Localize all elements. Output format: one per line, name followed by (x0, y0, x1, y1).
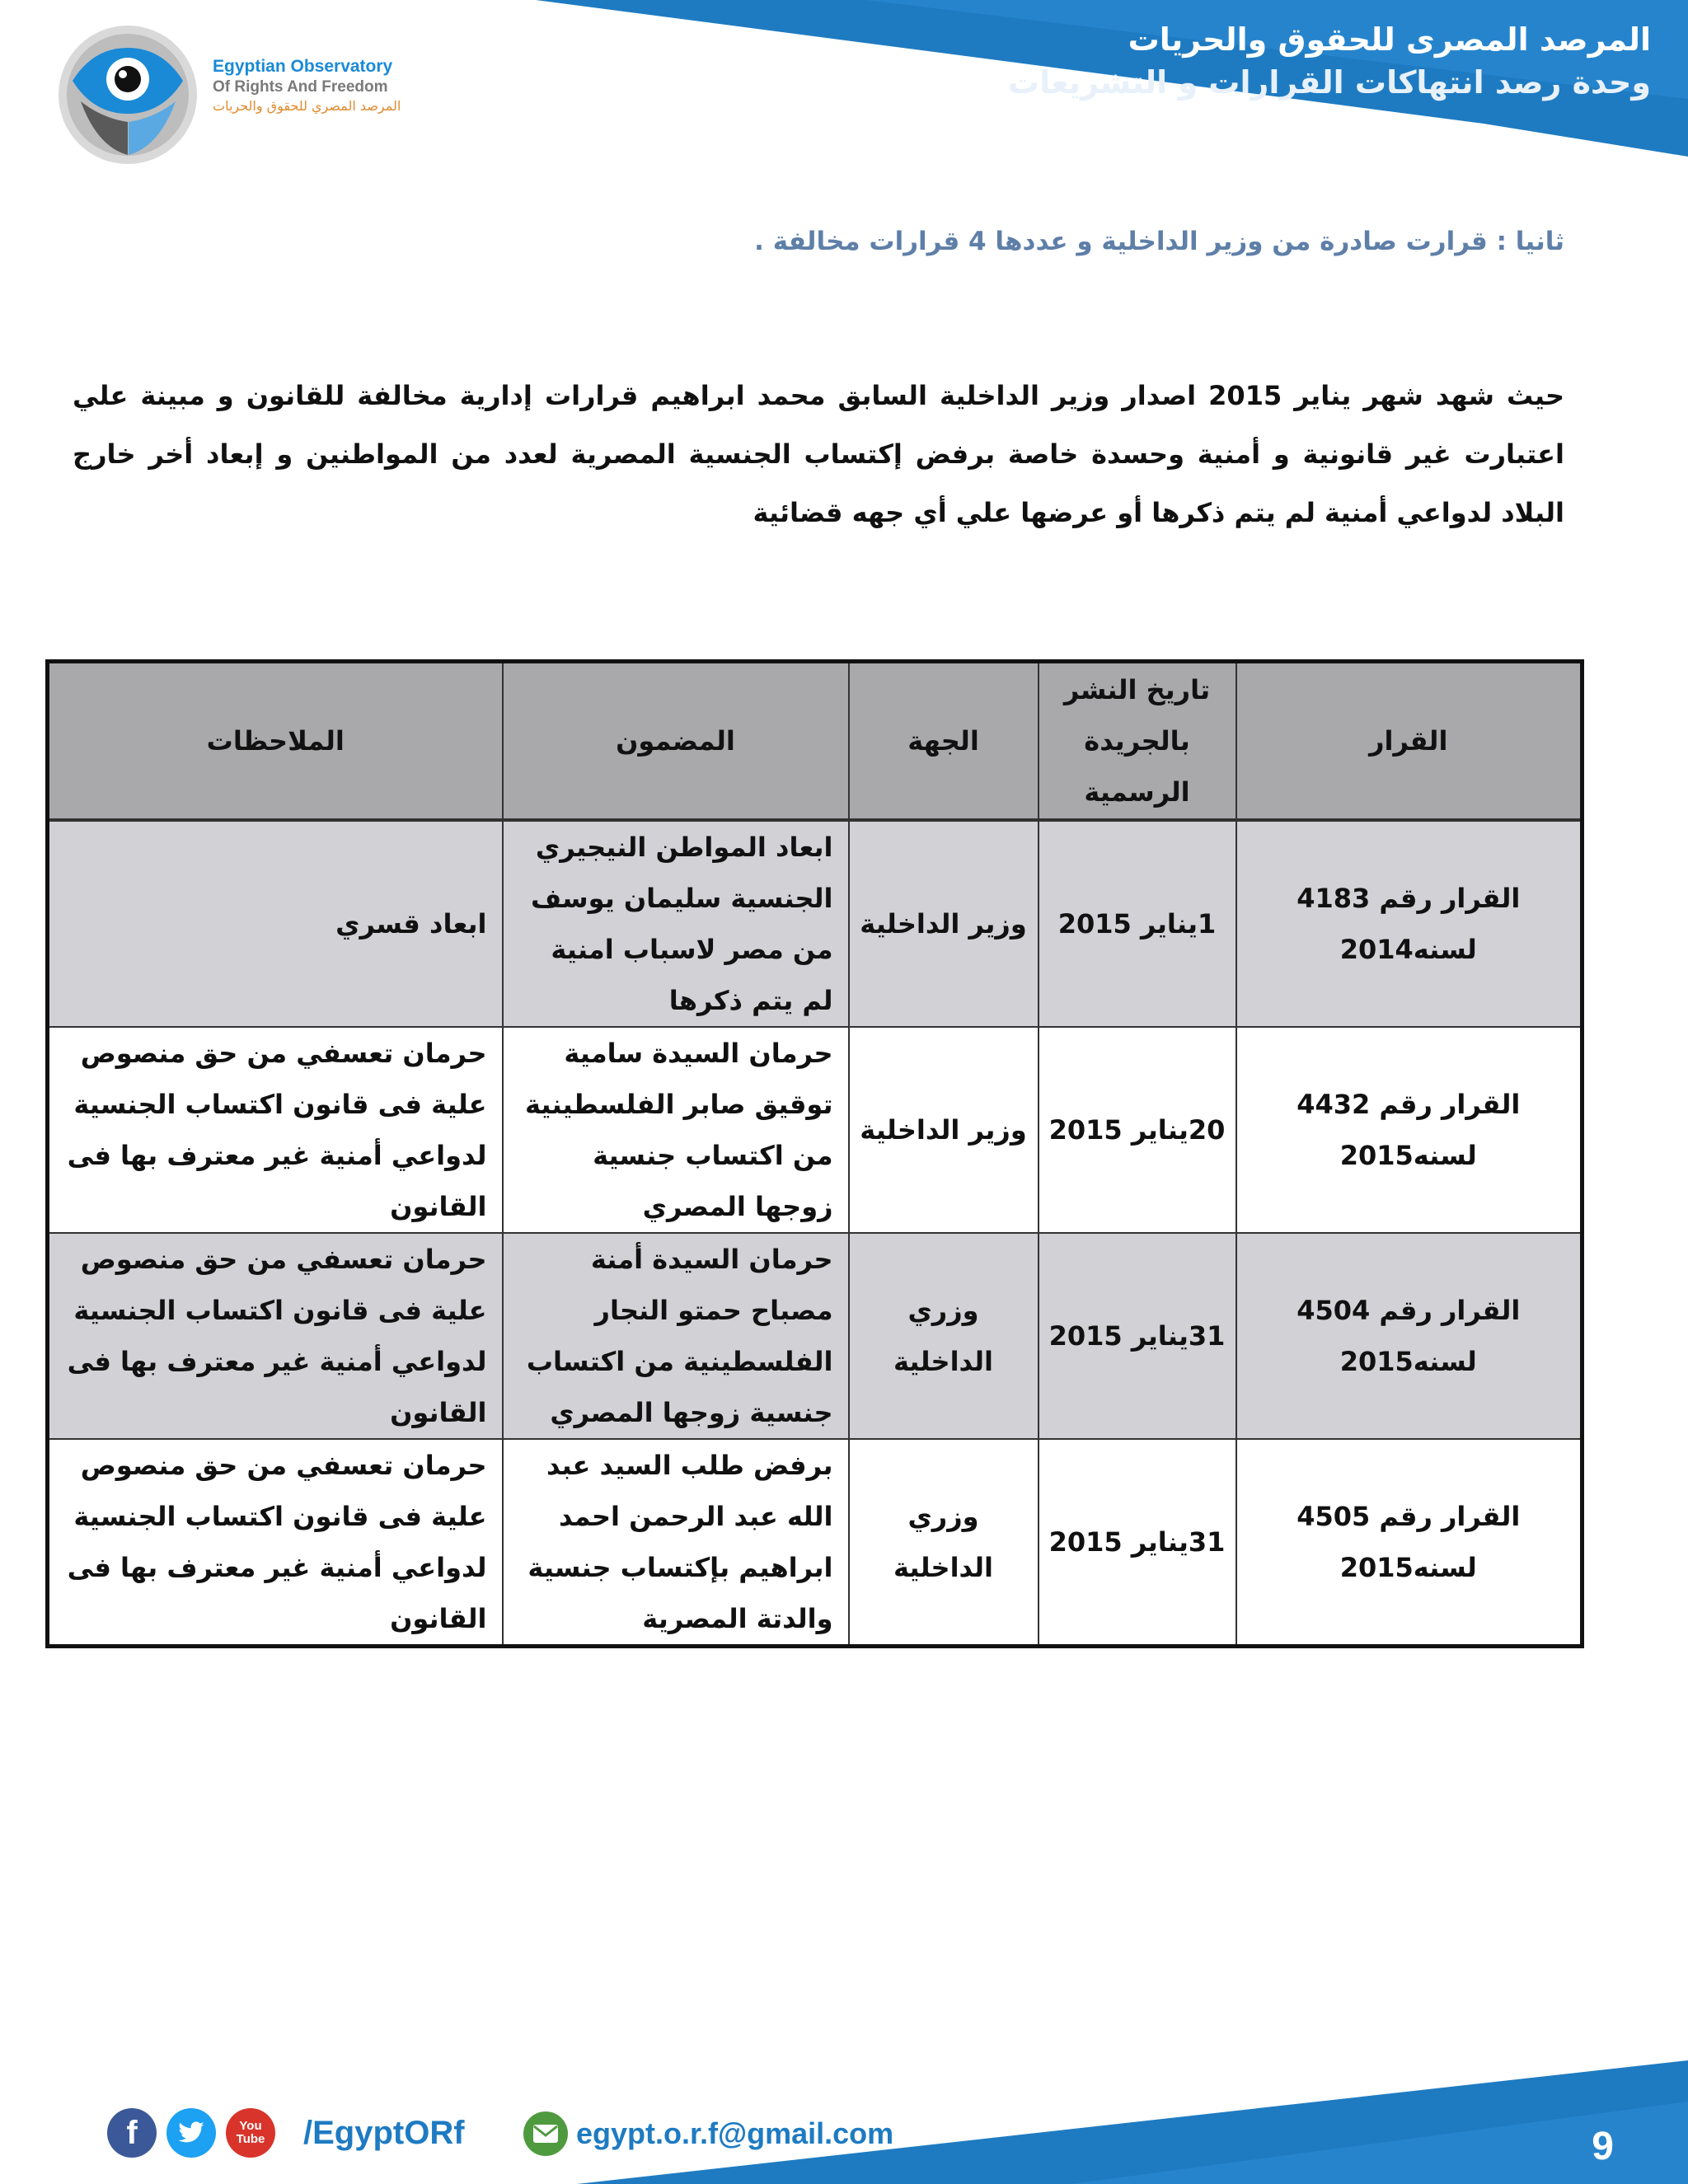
cell-content: برفض طلب السيد عبد الله عبد الرحمن احمد ابراهيم بإكتساب جنسية والدتة المصرية (503, 1439, 849, 1647)
logo-name-en: Egyptian Observatory (213, 57, 393, 76)
cell-notes: حرمان تعسفي من حق منصوص علية فى قانون اكتساب الجنسية لدواعي أمنية غير معترف بها فى القانون (48, 1439, 503, 1647)
twitter-icon[interactable] (166, 2108, 216, 2158)
cell-decision: القرار رقم 4505 لسنه2015 (1236, 1439, 1582, 1647)
social-handle-link[interactable]: /EgyptORf (303, 2114, 465, 2151)
cell-party: وزري الداخلية (849, 1439, 1039, 1647)
header-title: المرصد المصرى للحقوق والحريات (1128, 21, 1651, 58)
youtube-label-tube: Tube (236, 2132, 265, 2146)
email-icon (523, 2111, 568, 2156)
cell-date: 1يناير 2015 (1039, 820, 1236, 1027)
cell-decision: القرار رقم 4504 لسنه2015 (1236, 1233, 1582, 1439)
logo-tagline-en: Of Rights And Freedom (213, 78, 388, 96)
cell-content: حرمان السيدة أمنة مصباح حمتو النجار الفلسطينية من اكتساب جنسية زوجها المصري (503, 1233, 849, 1439)
youtube-label-you: You (239, 2119, 262, 2133)
cell-notes: حرمان تعسفي من حق منصوص علية فى قانون اكتساب الجنسية لدواعي أمنية غير معترف بها فى القانون (48, 1027, 503, 1233)
page-number: 9 (1592, 2125, 1614, 2168)
header-content: المضمون (503, 662, 849, 821)
eye-hands-logo-icon (56, 23, 200, 167)
intro-paragraph: حيث شهد شهر يناير 2015 اصدار وزير الداخلية السابق محمد ابراهيم قرارات إدارية مخالفة للقانون و مبينة علي اعتبارت غير قانونية و أمنية وحسدة خاصة برفض إكتساب الجنسية المصرية لعدد من المواطنين و إبعاد أخر خارج البلاد لدواعي أمنية لم يتم ذكرها أو عرضها علي أي جهه قضائية (73, 380, 1565, 528)
header-subtitle: وحدة رصد انتهاكات القرارات و التشريعات (1007, 64, 1651, 101)
email-link[interactable]: egypt.o.r.f@gmail.com (576, 2116, 894, 2150)
header-notes: الملاحظات (48, 662, 503, 821)
email-contact (523, 2111, 893, 2156)
cell-party: وزير الداخلية (849, 1027, 1039, 1233)
table-row (48, 1027, 1582, 1233)
cell-party: وزير الداخلية (849, 820, 1039, 1027)
cell-content: حرمان السيدة سامية توقيق صابر الفلسطينية من اكتساب جنسية زوجها المصري (503, 1027, 849, 1233)
logo-name-ar: المرصد المصري للحقوق والحريات (213, 98, 401, 114)
table-row (48, 820, 1582, 1027)
decisions-table-wrap (45, 659, 1580, 1648)
youtube-icon[interactable] (226, 2108, 275, 2158)
table-row (48, 1439, 1582, 1647)
table-header-row (48, 662, 1582, 821)
cell-date: 31يناير 2015 (1039, 1439, 1236, 1647)
cell-notes: حرمان تعسفي من حق منصوص علية فى قانون اكتساب الجنسية لدواعي أمنية غير معترف بها فى القانون (48, 1233, 503, 1439)
facebook-icon[interactable]: f (107, 2108, 157, 2158)
cell-decision: القرار رقم 4183 لسنه2014 (1236, 820, 1582, 1027)
table-row (48, 1233, 1582, 1439)
cell-date: 20يناير 2015 (1039, 1027, 1236, 1233)
header-decision: القرار (1236, 662, 1582, 821)
cell-date: 31يناير 2015 (1039, 1233, 1236, 1439)
cell-decision: القرار رقم 4432 لسنه2015 (1236, 1027, 1582, 1233)
cell-content: ابعاد المواطن النيجيري الجنسية سليمان يوسف من مصر لاسباب امنية لم يتم ذكرها (503, 820, 849, 1027)
decisions-table (45, 659, 1584, 1648)
social-links (107, 2108, 465, 2158)
section-heading: ثانيا : قرارت صادرة من وزير الداخلية و عددها 4 قرارات مخالفة . (754, 227, 1564, 256)
header-date: تاريخ النشر بالجريدة الرسمية (1039, 662, 1236, 821)
cell-notes: ابعاد قسري (48, 820, 503, 1027)
header-party: الجهة (849, 662, 1039, 821)
cell-party: وزري الداخلية (849, 1233, 1039, 1439)
header-text (1008, 18, 1651, 104)
logo-text (213, 56, 427, 115)
